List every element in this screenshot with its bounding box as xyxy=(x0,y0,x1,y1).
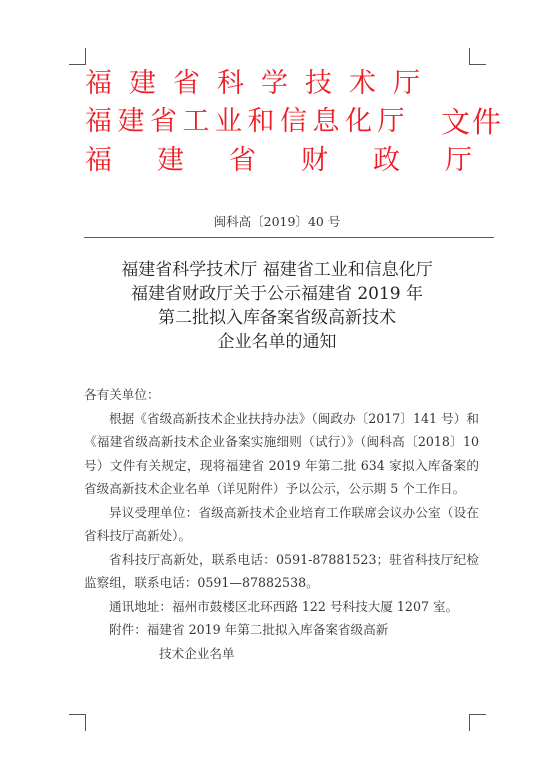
corner-mark-top-right xyxy=(469,48,486,65)
attachment-line-1: 附件：福建省 2019 年第二批拟入库备案省级高新 xyxy=(109,622,389,637)
attachment-line-2: 技术企业名单 xyxy=(159,645,235,661)
corner-mark-bottom-right xyxy=(469,714,486,731)
paragraph-objection-office: 异议受理单位：省级高新技术企业培育工作联席会议办公室（设在省科技厅高新处）。 xyxy=(84,504,479,543)
header-agency-3: 福建省财政厅 xyxy=(85,145,517,176)
header-file-label: 文件 xyxy=(441,105,504,139)
paragraph-contacts: 省科技厅高新处，联系电话：0591-87881523；驻省科技厅纪检监察组，联系电话：0591—87882538。 xyxy=(84,551,479,590)
corner-mark-bottom-left xyxy=(69,714,86,731)
salutation: 各有关单位： xyxy=(84,387,160,402)
paragraph-address: 通讯地址：福州市鼓楼区北环西路 122 号科技大厦 1207 室。 xyxy=(109,598,459,614)
document-title xyxy=(0,258,554,354)
title-line-4: 企业名单的通知 xyxy=(217,332,337,352)
red-divider-line xyxy=(84,237,494,238)
title-line-1: 福建省科学技术厅 福建省工业和信息化厅 xyxy=(121,260,433,280)
header-agency-2: 福建省工业和信息化厅 xyxy=(85,106,410,137)
corner-mark-top-left xyxy=(69,48,86,65)
document-number: 闽科高〔2019〕40 号 xyxy=(213,214,341,229)
title-line-2: 福建省财政厅关于公示福建省 2019 年 xyxy=(130,284,424,304)
document-body xyxy=(84,383,479,665)
paragraph-basis: 根据《省级高新技术企业扶持办法》（闽政办〔2017〕141 号）和《福建省级高新技术企业备案实施细则（试行）》（闽科高〔2018〕10 号）文件有关规定，现将福建省 2019 年第二批 634 家拟入库备案的省级高新技术企业名单（详见附件）予以公示，公示期 5 个工作日。 xyxy=(84,410,479,496)
header-agency-1: 福建省科学技术厅 xyxy=(85,68,437,99)
title-line-3: 第二批拟入库备案省级高新技术 xyxy=(158,308,396,328)
